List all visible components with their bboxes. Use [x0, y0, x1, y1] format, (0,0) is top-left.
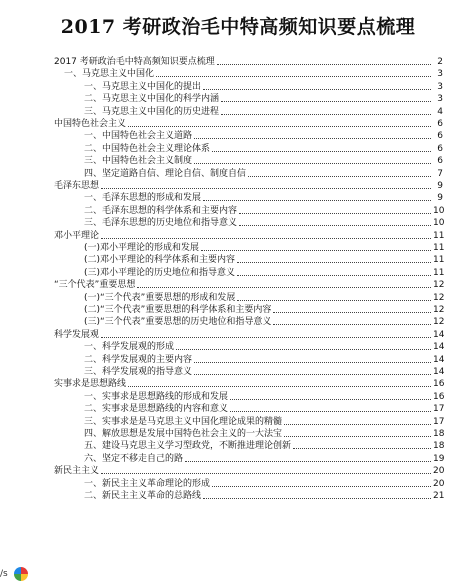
toc-entry-title: 2017 考研政治毛中特高频知识要点梳理: [54, 57, 215, 67]
toc-entry-title: 三、科学发展观的指导意义: [84, 367, 193, 377]
toc-entry-title: 中国特色社会主义: [54, 119, 127, 129]
toc-entry-title: (三)邓小平理论的历史地位和指导意义: [84, 267, 236, 278]
toc-entry-title: 二、实事求是思想路线的内容和意义: [84, 404, 229, 415]
dot-leader: [101, 238, 431, 239]
toc-entry[interactable]: [54, 378, 443, 390]
dot-leader: [194, 362, 431, 363]
toc-entry-title: (一)“三个代表”重要思想的形成和发展: [84, 292, 236, 303]
toc-page-number: 12: [433, 292, 445, 303]
dot-leader: [203, 200, 431, 201]
dot-leader: [248, 176, 431, 177]
toc-entry[interactable]: [84, 192, 443, 204]
toc-entry[interactable]: [84, 316, 443, 328]
toc-page-number: 3: [437, 94, 443, 105]
toc-entry[interactable]: [84, 254, 443, 266]
toc-entry-title: 邓小平理论: [54, 230, 100, 241]
toc-entry-title: 二、毛泽东思想的科学体系和主要内容: [84, 205, 238, 216]
toc-entry-title: 三、中国特色社会主义制度: [84, 156, 193, 167]
dot-leader: [237, 275, 431, 276]
toc-entry[interactable]: [84, 130, 443, 142]
toc-entry[interactable]: [84, 155, 443, 167]
toc-entry[interactable]: [84, 403, 443, 415]
dot-leader: [239, 213, 431, 214]
dot-leader: [273, 324, 431, 325]
dot-leader: [185, 461, 431, 462]
toc-page-number: 14: [433, 354, 445, 365]
toc-entry-title: 三、毛泽东思想的历史地位和指导意义: [84, 218, 238, 229]
toc-entry-title: 实事求是思想路线: [54, 379, 127, 390]
toc-entry[interactable]: [84, 168, 443, 180]
toc-entry[interactable]: [54, 180, 443, 192]
dot-leader: [203, 498, 431, 499]
toc-page-number: 6: [437, 131, 443, 142]
document-title: 2017 考研政治毛中特高频知识要点梳理: [60, 16, 416, 38]
toc-entry[interactable]: [84, 354, 443, 366]
toc-entry-title: 一、中国特色社会主义道路: [84, 131, 193, 142]
dot-leader: [128, 126, 431, 127]
toc-page-number: 16: [433, 391, 445, 402]
toc-entry[interactable]: [54, 230, 443, 242]
toc-page-number: 12: [433, 305, 445, 315]
toc-entry-title: (二)邓小平理论的科学体系和主要内容: [84, 255, 236, 266]
toc-page-number: 6: [437, 143, 443, 154]
toc-entry-title: (二)“三个代表”重要思想的科学体系和主要内容: [84, 305, 272, 315]
toc-entry-title: 二、中国特色社会主义理论体系: [84, 143, 211, 154]
toc-page-number: 6: [437, 156, 443, 167]
toc-page-number: 2: [437, 57, 443, 67]
toc-entry[interactable]: [84, 304, 443, 316]
toc-entry[interactable]: [84, 366, 443, 378]
toc-entry-title: “三个代表”重要思想: [54, 280, 136, 291]
toc-entry-title: 一、新民主主义革命理论的形成: [84, 478, 211, 489]
toc-entry[interactable]: [84, 205, 443, 217]
dot-leader: [156, 76, 431, 77]
toc-page-number: 18: [433, 441, 445, 452]
toc-entry[interactable]: [84, 143, 443, 155]
toc-entry-title: 四、坚定道路自信、理论自信、制度自信: [84, 168, 247, 179]
dot-leader: [221, 101, 431, 102]
toc-entry-title: 五、建设马克思主义学习型政党，不断推进理论创新: [84, 441, 292, 452]
toc-page-number: 12: [433, 280, 445, 291]
toc-page-number: 11: [433, 267, 445, 278]
toc-entry[interactable]: [84, 478, 443, 490]
toc-entry[interactable]: [64, 68, 443, 80]
toc-entry-title: 二、新民主主义革命的总路线: [84, 491, 202, 501]
toc-entry[interactable]: [84, 428, 443, 440]
dot-leader: [101, 337, 431, 338]
toc-entry-title: 一、马克思主义中国化的提出: [84, 81, 202, 92]
toc-entry-title: 六、坚定不移走自己的路: [84, 453, 184, 464]
toc-entry-title: 毛泽东思想: [54, 181, 100, 191]
toc-entry-title: 一、实事求是思想路线的形成和发展: [84, 391, 229, 402]
toc-page-number: 16: [433, 379, 445, 390]
toc-entry-title: (三)“三个代表”重要思想的历史地位和指导意义: [84, 317, 272, 328]
dot-leader: [239, 225, 431, 226]
toc-page-number: 10: [433, 205, 445, 216]
toc-page-number: 11: [433, 243, 445, 253]
toc-entry-title: 二、马克思主义中国化的科学内涵: [84, 94, 220, 105]
dot-leader: [203, 89, 431, 90]
dot-leader: [194, 163, 431, 164]
dot-leader: [237, 262, 431, 263]
dot-leader: [201, 250, 431, 251]
dot-leader: [194, 138, 431, 139]
dot-leader: [284, 424, 431, 425]
toc-entry[interactable]: [84, 391, 443, 403]
toc-entry-title: 一、毛泽东思想的形成和发展: [84, 193, 202, 204]
toc-entry[interactable]: [84, 106, 443, 118]
toc-entry[interactable]: [84, 267, 443, 279]
dot-leader: [237, 300, 431, 301]
dot-leader: [217, 64, 431, 65]
toc-entry[interactable]: [54, 118, 443, 130]
toc-entry[interactable]: [84, 292, 443, 304]
toc-entry[interactable]: [84, 341, 443, 353]
toc-page-number: 14: [433, 367, 445, 377]
toc-entry-title: 四、解放思想是发展中国特色社会主义的一大法宝: [84, 429, 283, 439]
dot-leader: [284, 436, 431, 437]
toc-entry[interactable]: [54, 329, 443, 341]
dot-leader: [230, 399, 431, 400]
dot-leader: [137, 287, 431, 288]
toc-entry-title: (一)邓小平理论的形成和发展: [84, 243, 200, 253]
toc-page-number: 20: [433, 478, 445, 489]
toc-entry[interactable]: [84, 453, 443, 465]
toc-page-number: 9: [437, 193, 443, 204]
toc-entry-title: 一、马克思主义中国化: [64, 69, 155, 80]
dot-leader: [230, 411, 431, 412]
dot-leader: [128, 386, 431, 387]
toc-page-number: 7: [437, 168, 443, 179]
toc-entry-title: 二、科学发展观的主要内容: [84, 354, 193, 365]
toc-entry[interactable]: [54, 465, 443, 477]
corner-label: /s: [0, 569, 8, 579]
toc-page-number: 14: [433, 342, 445, 353]
dot-leader: [101, 188, 431, 189]
toc-page-number: 19: [433, 453, 445, 464]
toc-entry[interactable]: [54, 279, 443, 291]
toc-page-number: 20: [433, 466, 445, 477]
toc-page-number: 18: [433, 429, 445, 439]
dot-leader: [212, 486, 431, 487]
toc-page-number: 9: [437, 181, 443, 191]
toc-page-number: 11: [433, 230, 445, 241]
toc-entry[interactable]: [84, 440, 443, 452]
dot-leader: [212, 151, 431, 152]
toc-page-number: 10: [433, 218, 445, 229]
dot-leader: [293, 448, 431, 449]
taskbar-corner: [0, 565, 40, 581]
toc-entry[interactable]: [84, 93, 443, 105]
dot-leader: [101, 473, 431, 474]
toc-page-number: 17: [433, 404, 445, 415]
toc-entry[interactable]: [84, 242, 443, 254]
toc-entry[interactable]: [84, 217, 443, 229]
toc-entry-title: 一、科学发展观的形成: [84, 342, 175, 353]
toc-page-number: 12: [433, 317, 445, 328]
dot-leader: [194, 374, 431, 375]
toc-entry[interactable]: [84, 416, 443, 428]
dot-leader: [273, 312, 431, 313]
toc-page-number: 3: [437, 69, 443, 80]
toc-page-number: 21: [433, 491, 445, 501]
toc-page-number: 17: [433, 416, 445, 427]
toc-entry[interactable]: [54, 56, 443, 68]
toc-page-number: 3: [437, 81, 443, 92]
toc-page-number: 4: [437, 106, 443, 117]
toc-page-number: 14: [433, 329, 445, 340]
dot-leader: [221, 114, 431, 115]
browser-icon[interactable]: [14, 567, 28, 581]
dot-leader: [176, 349, 431, 350]
toc-entry-title: 三、实事求是是马克思主义中国化理论成果的精髓: [84, 416, 283, 427]
toc-entry-title: 新民主主义: [54, 466, 100, 477]
toc-entry-title: 科学发展观: [54, 329, 100, 340]
toc-page-number: 11: [433, 255, 445, 266]
toc-entry[interactable]: [84, 490, 443, 502]
toc-page-number: 6: [437, 119, 443, 129]
toc-entry[interactable]: [84, 81, 443, 93]
toc-entry-title: 三、马克思主义中国化的历史进程: [84, 106, 220, 117]
